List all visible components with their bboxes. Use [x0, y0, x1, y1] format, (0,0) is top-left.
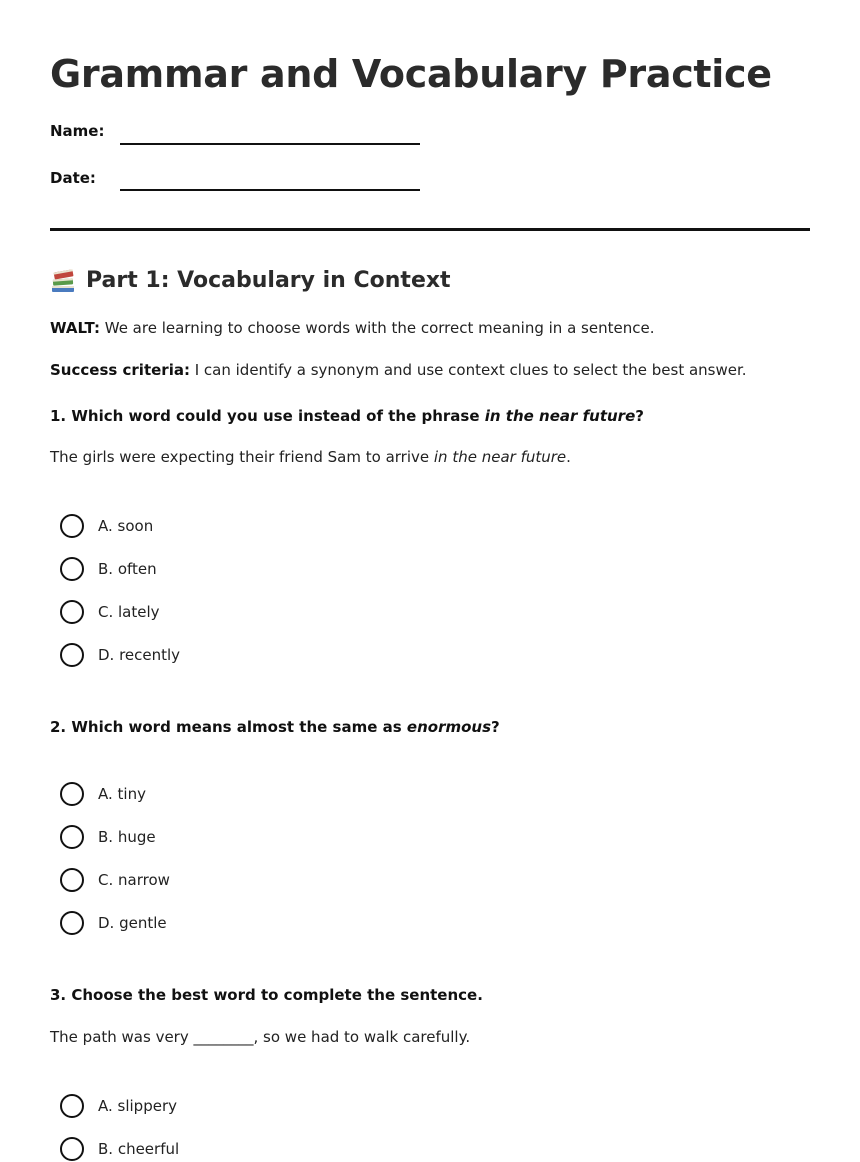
walt-text: We are learning to choose words with the correct meaning in a sentence.: [99, 319, 655, 337]
q3-option-b[interactable]: [60, 1136, 179, 1162]
criteria-text: I can identify a synonym and use context clues to select the best answer.: [189, 361, 747, 379]
prompt-emphasis: enormous: [406, 718, 492, 736]
part1-heading-text: Part 1: Vocabulary in Context: [86, 268, 451, 293]
option-label: A. soon: [98, 517, 154, 535]
radio-button[interactable]: [60, 782, 84, 806]
option-label: C. narrow: [98, 871, 170, 889]
option-label: B. huge: [98, 828, 156, 846]
q2-option-b[interactable]: [60, 824, 156, 850]
part1-heading: [50, 266, 451, 296]
radio-button[interactable]: [60, 825, 84, 849]
question-1-context: [50, 446, 571, 468]
option-label: B. often: [98, 560, 157, 578]
context-text: The girls were expecting their friend Sam to arrive: [50, 448, 434, 466]
date-field[interactable]: [120, 189, 420, 191]
prompt-text: 1. Which word could you use instead of the phrase: [50, 407, 485, 425]
q1-option-b[interactable]: [60, 556, 157, 582]
context-end: , so we had to walk carefully.: [253, 1028, 471, 1046]
prompt-text: 2. Which word means almost the same as: [50, 718, 407, 736]
context-emphasis: in the near future: [433, 448, 567, 466]
q2-option-a[interactable]: [60, 781, 146, 807]
question-3-prompt: [50, 984, 483, 1006]
option-label: A. tiny: [98, 785, 146, 803]
radio-button[interactable]: [60, 600, 84, 624]
option-label: A. slippery: [98, 1097, 177, 1115]
section-divider: [50, 228, 810, 231]
option-label: D. gentle: [98, 914, 167, 932]
q1-option-d[interactable]: [60, 642, 180, 668]
q2-option-d[interactable]: [60, 910, 167, 936]
radio-button[interactable]: [60, 514, 84, 538]
q3-option-a[interactable]: [60, 1093, 177, 1119]
name-field[interactable]: [120, 143, 420, 145]
prompt-end: ?: [635, 407, 644, 425]
context-end: .: [566, 448, 571, 466]
radio-button[interactable]: [60, 1094, 84, 1118]
fill-in-blank: ________: [193, 1028, 254, 1046]
criteria-label: Success criteria:: [50, 361, 190, 379]
radio-button[interactable]: [60, 557, 84, 581]
q1-option-c[interactable]: [60, 599, 160, 625]
date-label: Date:: [50, 169, 96, 187]
context-text: The path was very: [50, 1028, 194, 1046]
radio-button[interactable]: [60, 643, 84, 667]
success-criteria-line: [50, 359, 747, 381]
radio-button[interactable]: [60, 1137, 84, 1161]
prompt-end: ?: [491, 718, 500, 736]
question-2-prompt: [50, 716, 500, 738]
books-icon: [50, 268, 76, 294]
radio-button[interactable]: [60, 911, 84, 935]
prompt-emphasis: in the near future: [484, 407, 636, 425]
q1-option-a[interactable]: [60, 513, 153, 539]
option-label: D. recently: [98, 646, 181, 664]
q2-option-c[interactable]: [60, 867, 170, 893]
option-label: B. cheerful: [98, 1140, 180, 1158]
name-label: Name:: [50, 122, 105, 140]
question-1-prompt: [50, 405, 644, 427]
option-label: C. lately: [98, 603, 160, 621]
page-title: Grammar and Vocabulary Practice: [50, 52, 772, 96]
question-3-context: [50, 1026, 470, 1048]
radio-button[interactable]: [60, 868, 84, 892]
walt-label: WALT:: [50, 319, 100, 337]
prompt-text: 3. Choose the best word to complete the sentence.: [50, 986, 483, 1004]
walt-line: [50, 317, 654, 339]
